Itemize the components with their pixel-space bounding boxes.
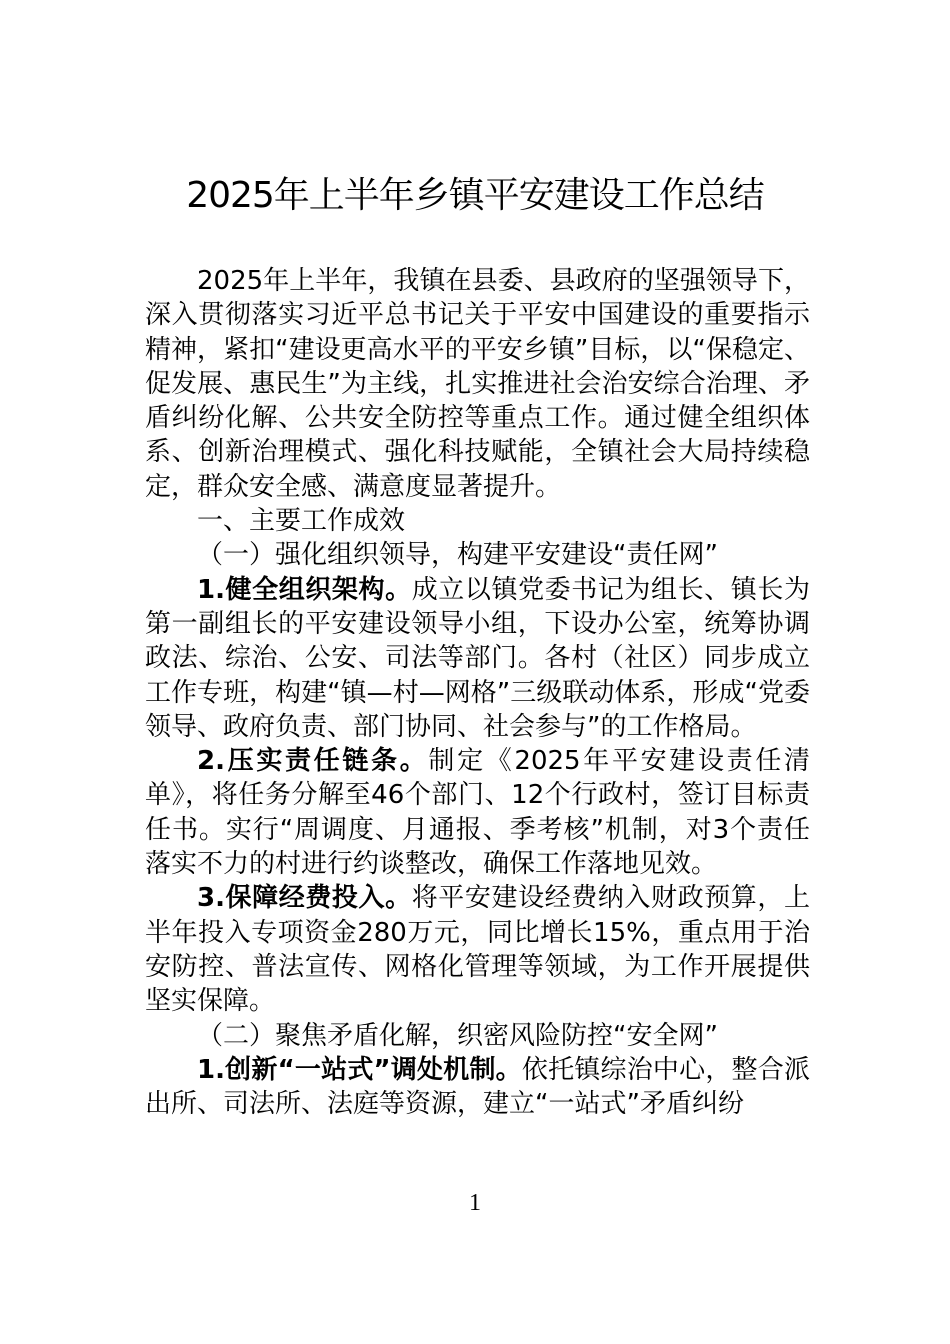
document-title: 2025年上半年乡镇平安建设工作总结: [186, 175, 764, 216]
paragraph-responsibility-chain: [145, 744, 810, 881]
text-one-stop-mechanism: 依托镇综治中心，整合派出所、司法所、法庭等资源，建立“一站式”矛盾纠纷: [145, 1054, 810, 1120]
section-heading-main-achievements: 一、主要工作成效: [197, 506, 406, 537]
document-body: [145, 264, 810, 1121]
paragraph-one-stop-mechanism: [145, 1053, 810, 1122]
lead-funding: 3.保障经费投入。: [197, 883, 412, 914]
text-funding: 将平安建设经费纳入财政预算，上半年投入专项资金280万元，同比增长15%，重点用于治安防控、普法宣传、网格化管理等领域，为工作开展提供坚实保障。: [145, 883, 810, 1017]
paragraph-organization-structure: [145, 573, 810, 744]
lead-organization-structure: 1.健全组织架构。: [197, 574, 412, 605]
subsection-heading-conflict-resolution: （二）聚焦矛盾化解，织密风险防控“安全网”: [197, 1020, 718, 1051]
paragraph-funding: [145, 881, 810, 1018]
text-organization-structure: 成立以镇党委书记为组长、镇长为第一副组长的平安建设领导小组，下设办公室，统筹协调政法、综治、公安、司法等部门。各村（社区）同步成立工作专班，构建“镇—村—网格”三级联动体系，形成“党委领导、政府负责、部门协同、社会参与”的工作格局。: [145, 574, 810, 742]
page-number: 1: [469, 1190, 481, 1216]
text-responsibility-chain: 制定《2025年平安建设责任清单》，将任务分解至46个部门、12个行政村，签订目标责任书。实行“周调度、月通报、季考核”机制，对3个责任落实不力的村进行约谈整改，确保工作落地见效。: [145, 746, 811, 880]
intro-paragraph: 2025年上半年，我镇在县委、县政府的坚强领导下，深入贯彻落实习近平总书记关于平安中国建设的重要指示精神，紧扣“建设更高水平的平安乡镇”目标，以“保稳定、促发展、惠民生”为主线，扎实推进社会治安综合治理、矛盾纠纷化解、公共安全防控等重点工作。通过健全组织体系、创新治理模式、强化科技赋能，全镇社会大局持续稳定，群众安全感、满意度显著提升。: [145, 266, 810, 502]
lead-responsibility-chain: 2.压实责任链条。: [197, 746, 429, 777]
subsection-heading-organization: （一）强化组织领导，构建平安建设“责任网”: [197, 540, 718, 571]
lead-one-stop-mechanism: 1.创新“一站式”调处机制。: [197, 1054, 522, 1085]
